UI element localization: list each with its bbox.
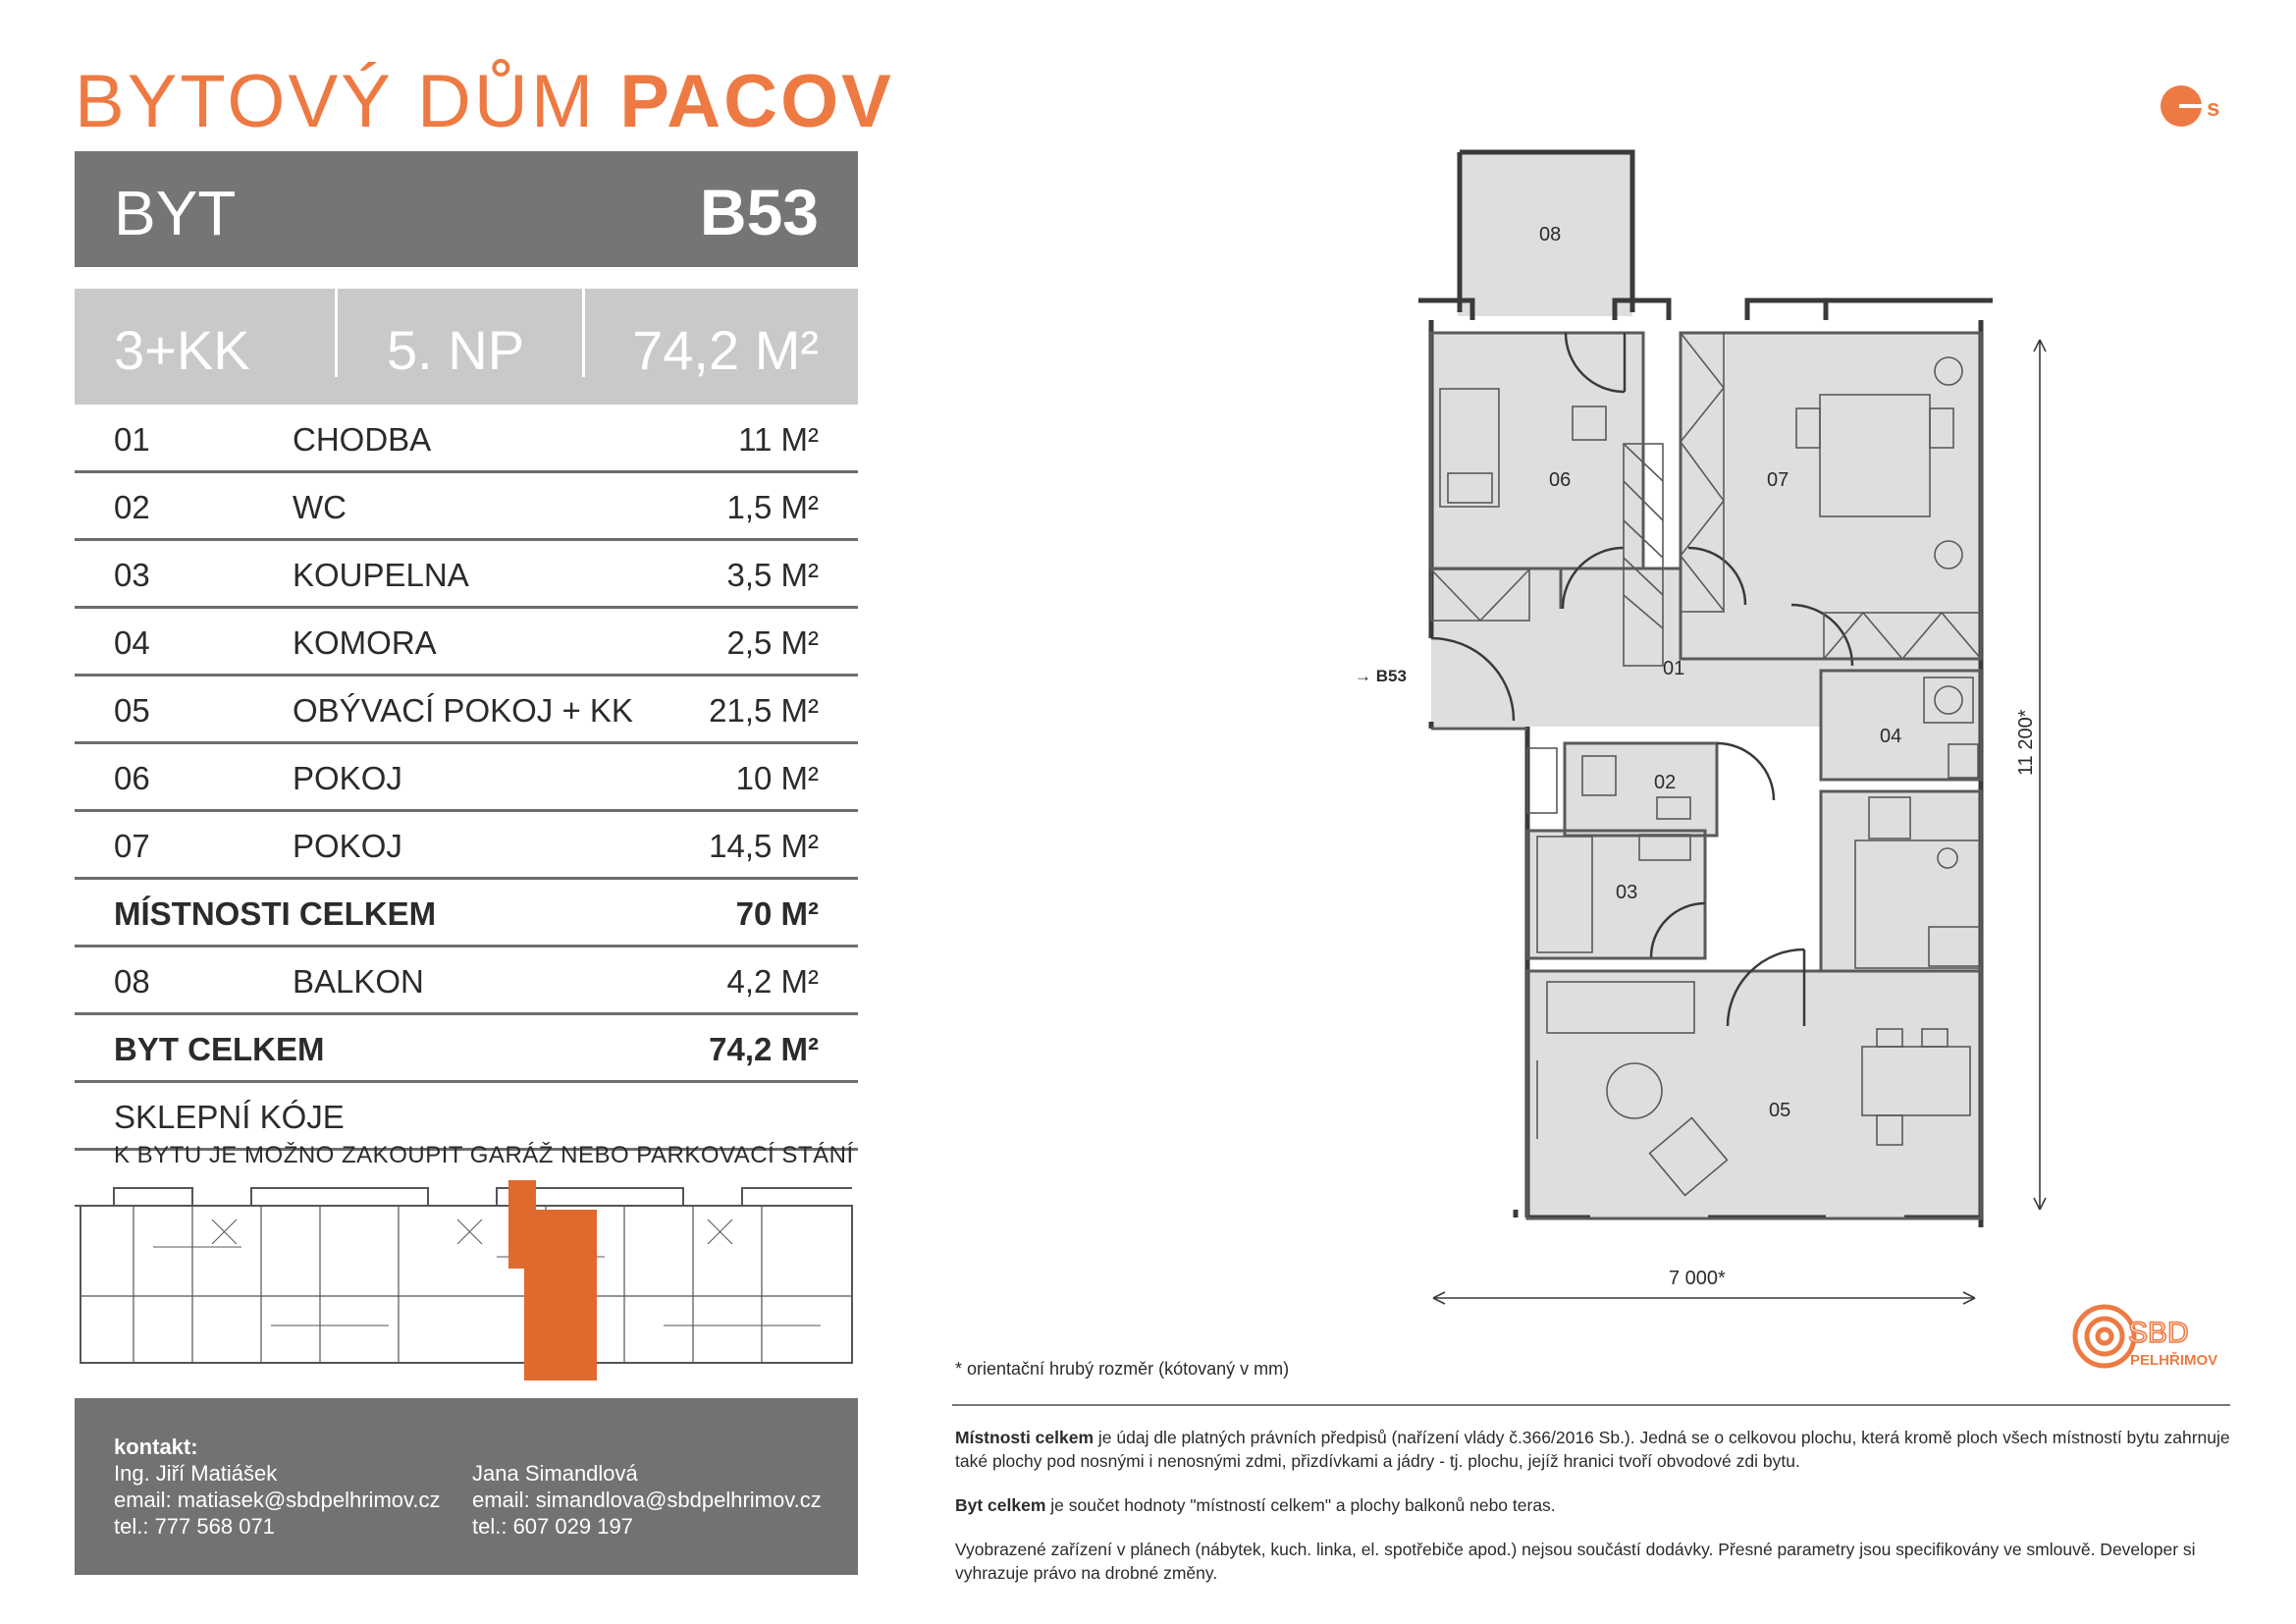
plan-height-dimension: 11 200* <box>2015 709 2037 776</box>
room-name: WC <box>293 489 347 525</box>
divider <box>952 1404 2230 1406</box>
legal-term: Místnosti celkem <box>955 1428 1095 1447</box>
title-text: BYTOVÝ DŮM <box>75 60 620 143</box>
sbd-pelhrimov-logo <box>2069 1301 2226 1375</box>
plan-width-dimension: 7 000* <box>1669 1268 1726 1289</box>
room-area: 70 M² <box>735 895 819 932</box>
room-area: 74,2 M² <box>709 1031 819 1067</box>
room-number: 01 <box>114 421 150 458</box>
room-label-04: 04 <box>1880 726 1902 747</box>
contact-person-1 <box>114 1434 440 1540</box>
room-row <box>75 406 858 473</box>
room-name: OBÝVACÍ POKOJ + KK <box>293 692 633 729</box>
room-name: SKLEPNÍ KÓJE <box>114 1099 345 1135</box>
divider <box>582 289 585 377</box>
room-label-06: 06 <box>1549 469 1572 491</box>
layout-value: 3+KK <box>114 319 250 381</box>
room-number: 07 <box>114 828 150 864</box>
room-row <box>75 744 858 812</box>
contact-email[interactable]: email: simandlova@sbdpelhrimov.cz <box>472 1488 822 1512</box>
room-row <box>75 1083 858 1151</box>
room-area: 14,5 M² <box>709 828 819 864</box>
room-area: 21,5 M² <box>709 692 819 729</box>
room-area: 11 M² <box>738 421 819 458</box>
legal-text: je součet hodnoty "místností celkem" a plochy balkonů nebo teras. <box>1045 1495 1556 1515</box>
room-row <box>75 812 858 880</box>
sbd-logo-subtext: PELHŘIMOV <box>2130 1352 2218 1369</box>
title-emphasis: PACOV <box>619 60 894 143</box>
garage-note: K BYTU JE MOŽNO ZAKOUPIT GARÁŽ NEBO PARKOVACÍ STÁNÍ <box>114 1142 854 1168</box>
divider <box>335 289 338 377</box>
room-number: 05 <box>114 692 150 729</box>
dimension-footnote: * orientační hrubý rozměr (kótovaný v mm) <box>955 1359 1290 1379</box>
entrance-label: → B53 <box>1355 667 1407 685</box>
sbd-logo-text: SBD <box>2128 1317 2189 1349</box>
room-number: 03 <box>114 557 150 593</box>
room-table <box>75 406 858 1151</box>
room-name: KOMORA <box>293 624 437 661</box>
legal-paragraph-3: Vyobrazené zařízení v plánech (nábytek, kuch. linka, el. spotřebiče apod.) nejsou součástí dodávky. Přesné parametry jsou specifikovány ve smlouvě. Developer si vyhrazuje právo na drobné změny. <box>955 1540 2196 1583</box>
room-area: 3,5 M² <box>726 557 819 593</box>
room-number: 04 <box>114 624 150 661</box>
room-number: 06 <box>114 760 150 796</box>
room-area: 1,5 M² <box>726 489 819 525</box>
flat-header <box>75 151 858 267</box>
room-area: 2,5 M² <box>726 624 819 661</box>
room-area: 10 M² <box>735 760 819 796</box>
floor-value: 5. NP <box>387 319 525 381</box>
room-name: MÍSTNOSTI CELKEM <box>114 895 437 932</box>
room-row <box>75 880 858 947</box>
room-name: CHODBA <box>293 421 432 458</box>
contact-phone[interactable]: tel.: 607 029 197 <box>472 1514 633 1539</box>
flat-label: BYT <box>114 178 237 248</box>
room-row <box>75 1015 858 1083</box>
building-title <box>75 60 894 143</box>
room-label-08: 08 <box>1539 224 1562 245</box>
legal-paragraph-1 <box>955 1426 2231 1473</box>
room-row <box>75 473 858 541</box>
room-name: BYT CELKEM <box>114 1031 325 1067</box>
room-number: 02 <box>114 489 150 525</box>
legal-notes <box>955 1426 2231 1605</box>
legal-paragraph-2 <box>955 1493 2231 1517</box>
contact-email[interactable]: email: matiasek@sbdpelhrimov.cz <box>114 1488 441 1512</box>
contact-heading: kontakt: <box>114 1435 198 1459</box>
corner-logo-letter: s <box>2207 95 2220 122</box>
contact-box <box>75 1398 858 1575</box>
legal-text: je údaj dle platných právních předpisů (nařízení vlády č.366/2016 Sb.). Jedná se o celkovou plochu, která kromě ploch všech místností bytu zahrnuje také plochy pod nosnými i nenosnými zdmi, přizdívkami a jádry - tj. plochu, jejíž hranici tvoří obvodové zdi bytu. <box>955 1428 2230 1471</box>
room-name: POKOJ <box>293 828 402 864</box>
room-label-02: 02 <box>1654 772 1677 793</box>
room-row <box>75 947 858 1015</box>
room-name: POKOJ <box>293 760 402 796</box>
room-label-07: 07 <box>1767 469 1789 491</box>
contact-phone[interactable]: tel.: 777 568 071 <box>114 1514 275 1539</box>
area-value: 74,2 M² <box>632 319 819 381</box>
room-label-01: 01 <box>1663 658 1685 679</box>
room-number: 08 <box>114 963 150 1000</box>
room-row <box>75 677 858 744</box>
room-area: 4,2 M² <box>726 963 819 1000</box>
contact-person-2 <box>472 1460 822 1540</box>
corner-logo-icon <box>2160 82 2238 132</box>
floor-key-plan <box>75 1168 858 1394</box>
room-row <box>75 541 858 609</box>
contact-name: Jana Simandlová <box>472 1461 638 1486</box>
flat-summary <box>75 289 858 405</box>
room-name: KOUPELNA <box>293 557 469 593</box>
room-name: BALKON <box>293 963 424 1000</box>
room-label-05: 05 <box>1769 1100 1791 1121</box>
flat-code: B53 <box>699 176 819 248</box>
room-row <box>75 609 858 677</box>
floor-plan <box>1345 137 2052 1316</box>
legal-term: Byt celkem <box>955 1495 1046 1515</box>
room-label-03: 03 <box>1616 882 1638 903</box>
contact-name: Ing. Jiří Matiášek <box>114 1461 278 1486</box>
